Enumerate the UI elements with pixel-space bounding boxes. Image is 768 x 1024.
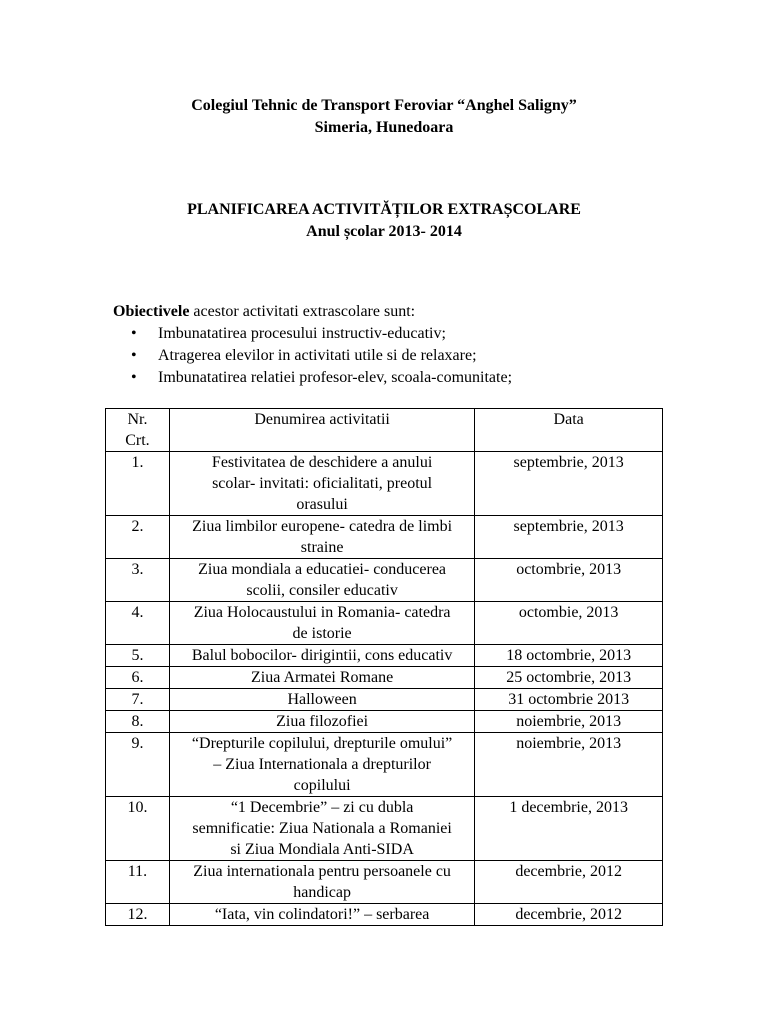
header-activity-name: Denumirea activitatii [169,409,474,452]
row-number: 7. [106,689,170,711]
header-nr-crt [106,409,170,452]
plan-heading [0,199,768,243]
activity-date: octombie, 2013 [475,602,663,645]
activity-date: 18 octombrie, 2013 [475,645,663,667]
activity-name [169,904,474,926]
school-year: Anul școlar 2013- 2014 [306,223,462,240]
activities-table-body [106,452,663,926]
table-row [106,516,663,559]
activity-name-line: si Ziua Mondiala Anti-SIDA [230,841,414,858]
activity-name-line: de istorie [292,625,352,642]
row-number: 11. [106,861,170,904]
activity-name-line: “Iata, vin colindatori!” – serbarea [214,906,430,923]
activity-name [169,861,474,904]
table-row [106,645,663,667]
table-row [106,452,663,516]
row-number: 12. [106,904,170,926]
activity-date: septembrie, 2013 [475,516,663,559]
activity-name [169,602,474,645]
activity-name [169,733,474,797]
header-crt: Crt. [125,432,150,449]
objectives-section [113,301,713,389]
activity-name-line: semnificatie: Ziua Nationala a Romaniei [192,820,452,837]
activity-name-line: Ziua Armatei Romane [251,669,394,686]
activity-name-line: – Ziua Internationala a drepturilor [213,756,431,773]
activity-name-line: Festivitatea de deschidere a anului [211,454,433,471]
activity-date: octombrie, 2013 [475,559,663,602]
activity-name-line: “Drepturile copilului, drepturile omului” [191,735,453,752]
activity-name [169,516,474,559]
table-row [106,559,663,602]
plan-title: PLANIFICAREA ACTIVITĂȚILOR EXTRAȘCOLARE [187,201,581,218]
school-heading [0,95,768,139]
objective-item: • Imbunatatirea relatiei profesor-elev, scoala-comunitate; [113,367,713,389]
activity-date: decembrie, 2012 [475,904,663,926]
row-number: 3. [106,559,170,602]
row-number: 2. [106,516,170,559]
row-number: 8. [106,711,170,733]
activity-date: 1 decembrie, 2013 [475,797,663,861]
activity-date: 31 octombrie 2013 [475,689,663,711]
activity-name-line: Ziua mondiala a educatiei- conducerea [198,561,447,578]
activity-name [169,645,474,667]
activity-name-line: copilului [293,777,351,794]
table-row [106,667,663,689]
activity-name-line: Ziua limbilor europene- catedra de limbi [192,518,453,535]
objectives-intro [113,301,713,323]
objectives-list [113,323,713,389]
table-row [106,797,663,861]
row-number: 6. [106,667,170,689]
activity-name-line: orasului [296,496,348,513]
row-number: 10. [106,797,170,861]
table-row [106,861,663,904]
objectives-intro-bold: Obiectivele [113,303,190,320]
activity-name [169,452,474,516]
activity-name-line: scolar- invitati: oficialitati, preotul [212,475,433,492]
objective-item: • Imbunatatirea procesului instructiv-educativ; [113,323,713,345]
objective-item: • Atragerea elevilor in activitati utile si de relaxare; [113,345,713,367]
activity-name [169,797,474,861]
activities-table [105,408,663,926]
school-name: Colegiul Tehnic de Transport Feroviar “Anghel Saligny” [191,97,577,114]
table-row [106,689,663,711]
activity-date: noiembrie, 2013 [475,733,663,797]
activity-date: 25 octombrie, 2013 [475,667,663,689]
activity-name-line: Halloween [287,691,357,708]
activity-date: noiembrie, 2013 [475,711,663,733]
activity-name-line: straine [300,539,344,556]
school-location: Simeria, Hunedoara [314,119,454,136]
row-number: 9. [106,733,170,797]
activity-name-line: scolii, consiler educativ [246,582,398,599]
activity-name-line: Ziua filozofiei [276,713,369,730]
header-nr: Nr. [127,411,148,428]
activity-name [169,559,474,602]
activity-date: decembrie, 2012 [475,861,663,904]
header-date: Data [475,409,663,452]
objectives-intro-text: acestor activitati extrascolare sunt: [189,303,416,320]
table-row [106,733,663,797]
activity-name-line: Ziua internationala pentru persoanele cu [193,863,451,880]
activity-name [169,711,474,733]
activity-name-line: handicap [293,884,351,901]
table-row [106,711,663,733]
activity-name-line: “1 Decembrie” – zi cu dubla [230,799,414,816]
table-row [106,602,663,645]
activity-name-line: Ziua Holocaustului in Romania- catedra [193,604,451,621]
row-number: 5. [106,645,170,667]
activity-name-line: Balul bobocilor- dirigintii, cons educativ [191,647,453,664]
table-header-row [106,409,663,452]
activity-name [169,667,474,689]
activity-name [169,689,474,711]
activity-date: septembrie, 2013 [475,452,663,516]
table-row [106,904,663,926]
row-number: 1. [106,452,170,516]
row-number: 4. [106,602,170,645]
